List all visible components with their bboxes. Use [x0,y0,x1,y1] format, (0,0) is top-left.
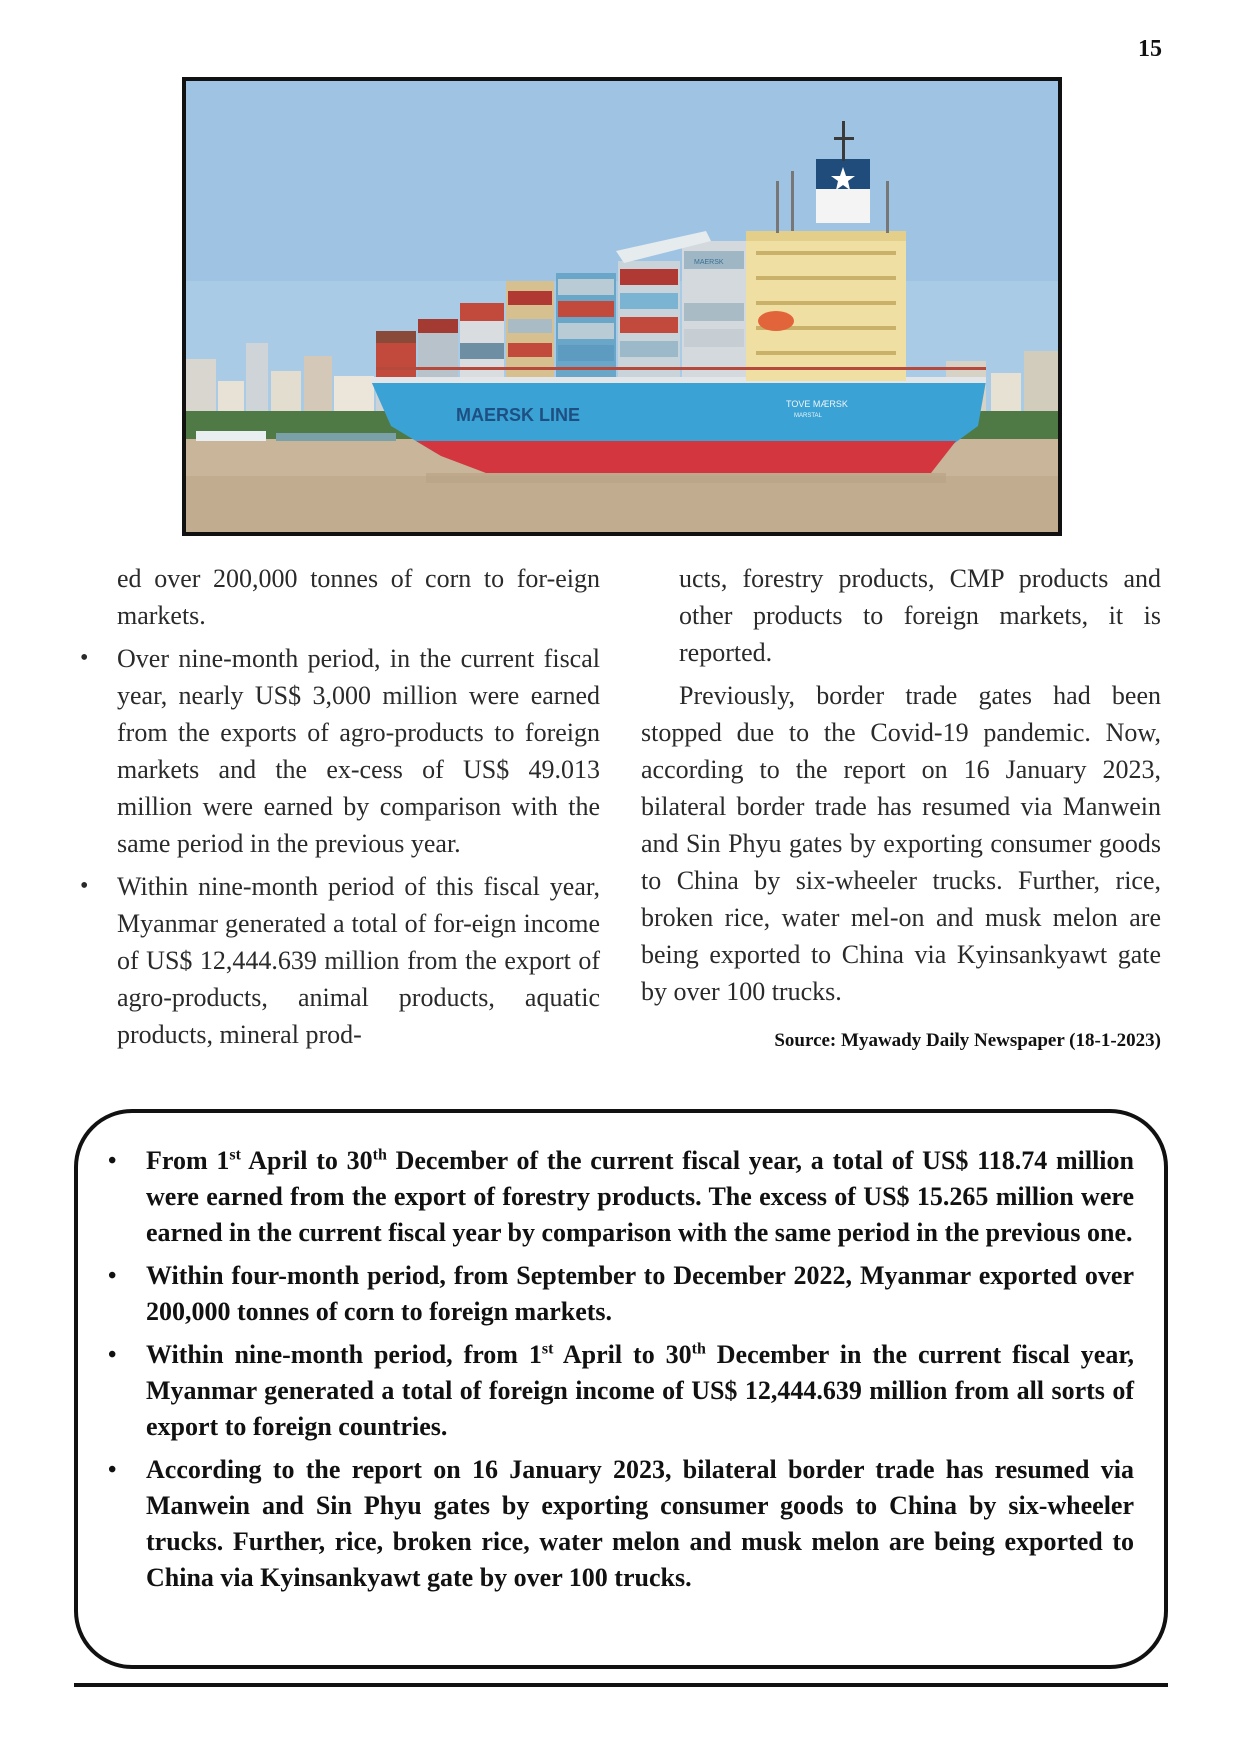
summary-box [74,1109,1168,1669]
left-continuation: ed over 200,000 tonnes of corn to for-eign markets. [117,564,600,630]
right-continuation: ucts, forestry products, CMP products and other products to foreign markets, it is reported. [679,564,1161,667]
article-right-column [641,560,1161,1059]
bullet-icon: • [108,1148,117,1174]
summary-item [108,1143,1134,1251]
source-citation: Source: Myawady Daily Newspaper (18-1-2023) [774,1030,1161,1051]
hull-text: MAERSK LINE [456,405,581,425]
bottom-rule [74,1683,1168,1687]
summary-item-text: Within four-month period, from September to December 2022, Myanmar exported over 200,000 tonnes of corn to foreign markets. [146,1261,1134,1326]
stern-port: MARSTAL [794,413,822,419]
page-number: 15 [1138,36,1162,62]
list-item [80,640,600,862]
bullet-icon: • [108,1263,117,1289]
summary-item [108,1258,1134,1330]
summary-item-text: From 1st April to 30th December of the current fiscal year, a total of US$ 118.74 million were earned from the export of forestry products. The excess of US$ 15.265 million were earned in the current fiscal year by comparison with the same period in the previous one. [146,1146,1134,1247]
summary-item-text: Within nine-month period, from 1st April to 30th December in the current fiscal year, Myanmar generated a total of foreign income of US$ 12,444.639 million from all sorts of export to foreign countries. [146,1340,1134,1441]
summary-item [108,1452,1134,1596]
bullet-icon: • [108,1457,117,1483]
list-item [80,868,600,1053]
container-label: MAERSK [694,259,724,266]
stern-name: TOVE MÆRSK [786,399,848,409]
bullet-text: Over nine-month period, in the current fiscal year, nearly US$ 3,000 million were earned from the exports of agro-products to foreign markets and the ex-cess of US$ 49.013 million were earned by comparison with the same period in the previous year. [117,644,600,858]
bullet-icon: • [80,645,89,671]
bullet-icon: • [108,1342,117,1368]
bullet-text: Within nine-month period of this fiscal year, Myanmar generated a total of for-eign income of US$ 12,444.639 million from the export of agro-products, animal products, aquatic products, mineral prod- [117,872,600,1049]
summary-item [108,1337,1134,1445]
container-ship-photo [182,77,1062,536]
article-left-column [80,560,600,1059]
summary-list [108,1143,1134,1603]
bullet-icon: • [80,873,89,899]
summary-item-text: According to the report on 16 January 2023, bilateral border trade has resumed via Manwein and Sin Phyu gates by exporting consumer goods to China by six-wheeler trucks. Further, rice, broken rice, water melon and musk melon are being exported to China via Kyinsankyawt gate by over 100 trucks. [146,1455,1134,1592]
right-paragraph: Previously, border trade gates had been stopped due to the Covid-19 pandemic. Now, according to the report on 16 January 2023, bilateral border trade has resumed via Manwein and Sin Phyu gates by exporting consumer goods to China by six-wheeler trucks. Further, rice, broken rice, water mel-on and musk melon are being exported to China via Kyinsankyawt gate by over 100 trucks. [641,681,1161,1006]
